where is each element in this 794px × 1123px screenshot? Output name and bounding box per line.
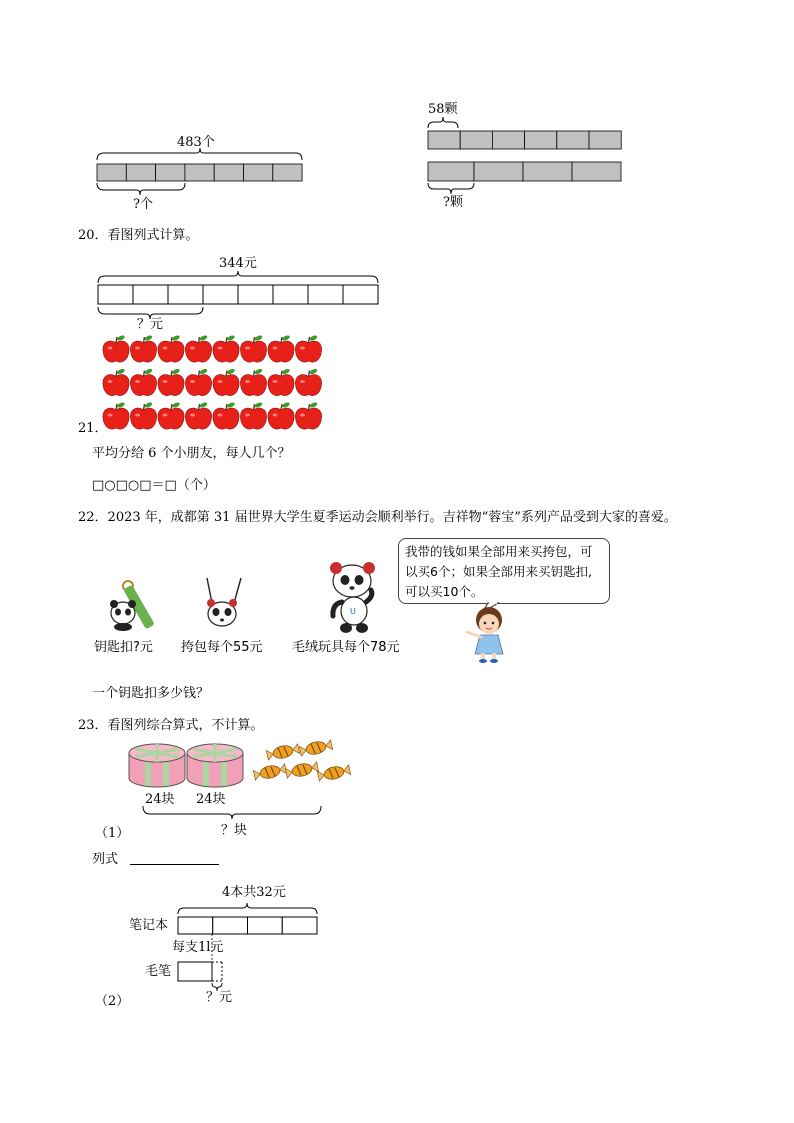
svg-text:U: U (350, 607, 356, 616)
q20-total-label: 344元 (219, 256, 257, 271)
product-label-plush: 毛绒玩具每个78元 (292, 640, 400, 655)
product-label-bag: 挎包每个55元 (181, 640, 263, 655)
cake-label-2: 24块 (196, 792, 226, 807)
q20-title: 20．看图列式计算。 (78, 228, 199, 243)
q21-number: 21． (78, 421, 108, 436)
q19-right-top-label: 58颗 (428, 102, 458, 117)
q19-left-total-label: 483个 (177, 135, 215, 150)
pen-label: 毛笔 (145, 964, 172, 979)
q22-question: 一个钥匙扣多少钱？ (92, 686, 210, 701)
q23-title: 23．看图列综合算式，不计算。 (78, 718, 264, 733)
q22-title: 22．2023 年，成都第 31 届世界大学生夏季运动会顺利举行。吉祥物“蓉宝”系列产品受到大家的喜爱。 (78, 510, 677, 525)
q23-part2-total-label: 4本共32元 (222, 885, 286, 900)
q23-part1-number: （1） (95, 826, 130, 841)
product-label-keychain: 钥匙扣?元 (94, 640, 153, 655)
bar-segment (248, 917, 283, 934)
q20-part-label: ？元 (137, 317, 164, 332)
q23-part1-total-label: ？块 (221, 823, 248, 838)
q19-right-bottom-label: ?颗 (443, 195, 463, 210)
speech-bubble: 我带的钱如果全部用来买挎包，可以买6个；如果全部用来买钥匙扣,可以买10个。 (398, 538, 610, 604)
diff-label: 每支1l元 (172, 940, 224, 955)
bar-segment (213, 917, 248, 934)
formula-label: 列式 (92, 852, 119, 867)
q21-formula: □○□○□＝□（个） (92, 478, 216, 493)
q19-left-part-label: ?个 (133, 197, 153, 212)
notebook-label: 笔记本 (129, 918, 169, 933)
bar-segment (282, 917, 317, 934)
q21-question: 平均分给 6 个小朋友，每人几个？ (92, 446, 291, 461)
cake-label-1: 24块 (145, 792, 175, 807)
bar-segment (178, 917, 213, 934)
q23-part2-unknown-label: ？元 (206, 990, 233, 1005)
q23-part2-number: （2） (95, 994, 130, 1009)
